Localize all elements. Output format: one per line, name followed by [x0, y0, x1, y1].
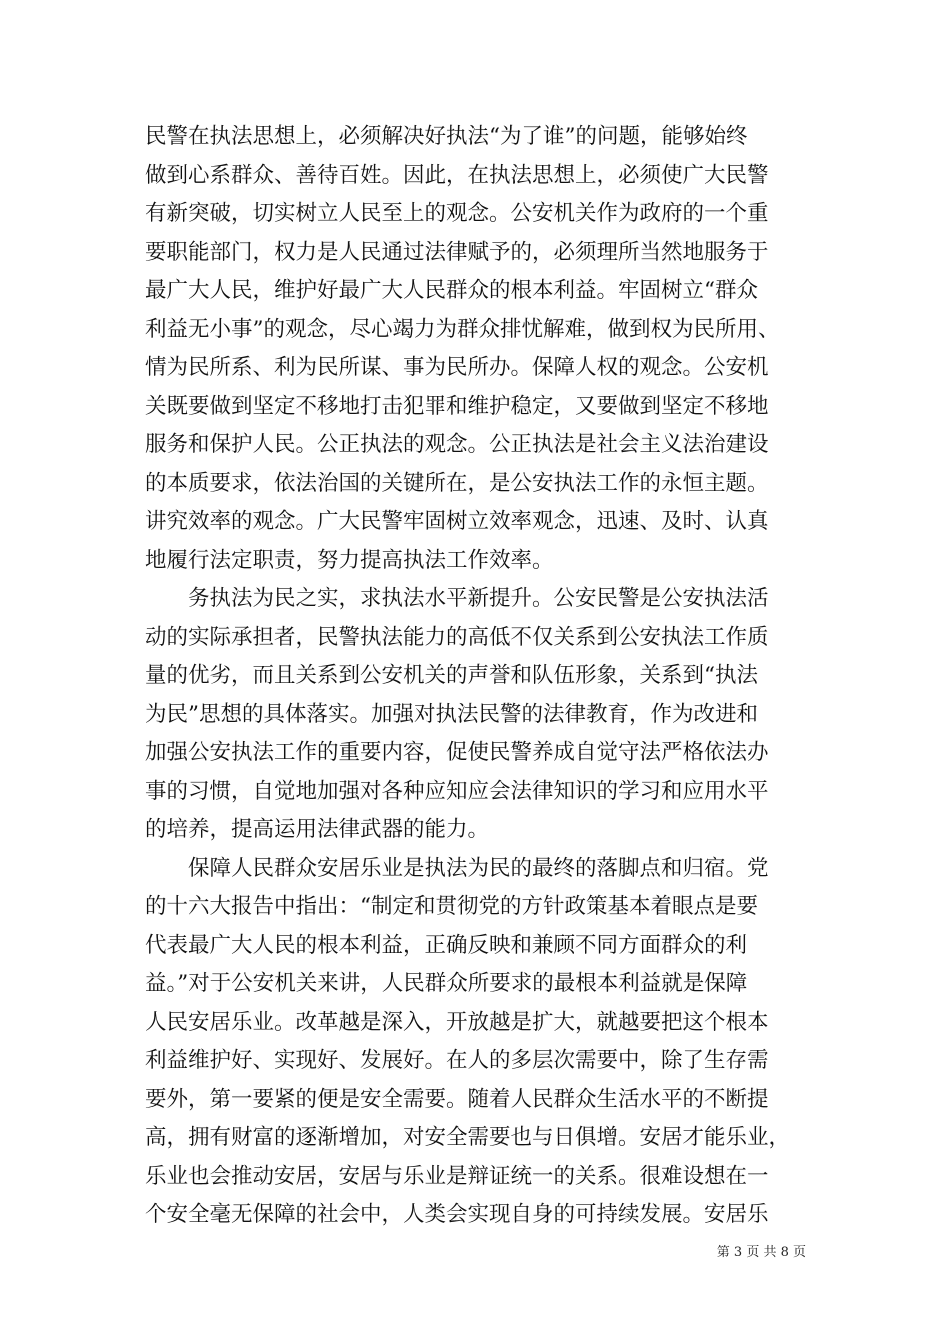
- text-line-25: 利益维护好、实现好、发展好。在人的多层次需要中，除了生存需: [145, 1048, 769, 1073]
- text-line-5: 最广大人民，维护好最广大人民群众的根本利益。牢固树立“群众: [145, 278, 758, 303]
- text-line-21: 的十六大报告中指出：“制定和贯彻党的方针政策基本着眼点是要: [145, 894, 758, 919]
- text-line-18: 事的习惯，自觉地加强对各种应知应会法律知识的学习和应用水平: [145, 778, 769, 804]
- text-line-6: 利益无小事”的观念，尽心竭力为群众排忧解难，做到权为民所用、: [145, 316, 780, 342]
- text-line-4: 要职能部门，权力是人民通过法律赋予的，必须理所当然地服务于: [145, 239, 769, 265]
- text-line-17: 加强公安执法工作的重要内容，促使民警养成自觉守法严格依法办: [145, 740, 769, 765]
- text-line-1: 民警在执法思想上，必须解决好执法“为了谁”的问题，能够始终: [145, 124, 748, 149]
- text-line-13: 务执法为民之实，求执法水平新提升。公安民警是公安执法活: [145, 586, 769, 611]
- text-line-8: 关既要做到坚定不移地打击犯罪和维护稳定，又要做到坚定不移地: [145, 393, 769, 419]
- document-body: [145, 118, 810, 1235]
- text-line-29: 个安全毫无保障的社会中，人类会实现自身的可持续发展。安居乐: [145, 1202, 769, 1227]
- text-line-10: 的本质要求，依法治国的关键所在，是公安执法工作的永恒主题。: [145, 470, 769, 496]
- text-line-3: 有新突破，切实树立人民至上的观念。公安机关作为政府的一个重: [145, 201, 769, 226]
- text-line-12: 地履行法定职责，努力提高执法工作效率。: [145, 547, 554, 573]
- text-line-11: 讲究效率的观念。广大民警牢固树立效率观念，迅速、及时、认真: [145, 509, 769, 534]
- text-line-26: 要外，第一要紧的便是安全需要。随着人民群众生活水平的不断提: [145, 1086, 769, 1112]
- text-line-14: 动的实际承担者，民警执法能力的高低不仅关系到公安执法工作质: [145, 624, 769, 650]
- text-line-16: 为民”思想的具体落实。加强对执法民警的法律教育，作为改进和: [145, 701, 758, 727]
- text-line-22: 代表最广大人民的根本利益，正确反映和兼顾不同方面群众的利: [145, 932, 748, 958]
- text-line-19: 的培养，提高运用法律武器的能力。: [145, 817, 490, 842]
- text-line-15: 量的优劣，而且关系到公安机关的声誉和队伍形象，关系到“执法: [145, 663, 758, 688]
- page-number: 第 3 页 共 8 页: [716, 1245, 806, 1260]
- text-line-20: 保障人民群众安居乐业是执法为民的最终的落脚点和归宿。党: [145, 855, 769, 881]
- text-line-24: 人民安居乐业。改革越是深入，开放越是扩大，就越要把这个根本: [145, 1009, 769, 1035]
- text-line-27: 高，拥有财富的逐渐增加，对安全需要也与日俱增。安居才能乐业，: [145, 1125, 791, 1150]
- text-line-9: 服务和保护人民。公正执法的观念。公正执法是社会主义法治建设: [145, 432, 769, 457]
- text-line-28: 乐业也会推动安居，安居与乐业是辩证统一的关系。很难设想在一: [145, 1163, 769, 1189]
- text-line-2: 做到心系群众、善待百姓。因此，在执法思想上，必须使广大民警: [145, 162, 769, 188]
- text-line-7: 情为民所系、利为民所谋、事为民所办。保障人权的观念。公安机: [145, 355, 769, 380]
- text-line-23: 益。”对于公安机关来讲，人民群众所要求的最根本利益就是保障: [145, 971, 748, 996]
